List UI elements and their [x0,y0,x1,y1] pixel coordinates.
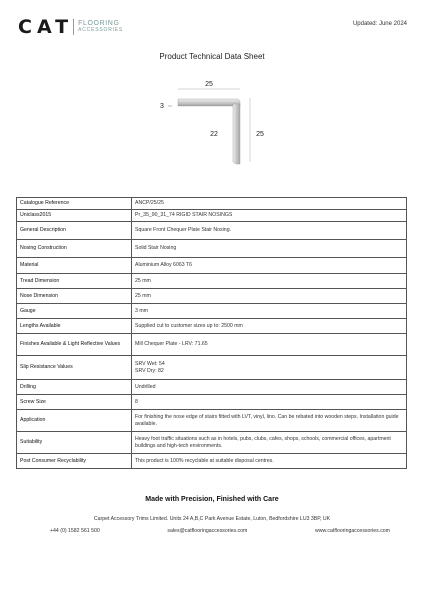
spec-value: Aluminium Alloy 6063 T6 [132,258,407,274]
table-row [17,198,407,210]
spec-value: Mill Chequer Plate - LRV: 71.65 [132,334,407,356]
table-row [17,289,407,304]
dim-thickness-label: 3 [160,103,164,110]
spec-value: Heavy foot traffic situations such as in hotels, pubs, clubs, cafes, shops, schools, commercial offices, apartment buildings and high-tech environments. [132,432,407,454]
profile-diagram [150,76,274,172]
dim-inner-label: 22 [210,131,218,138]
logo-main-text: CAT [18,16,74,38]
table-row [17,210,407,222]
footer-website[interactable]: www.catflooringaccessories.com [315,528,390,534]
logo-divider [73,19,74,35]
updated-date: Updated: June 2024 [352,21,407,27]
spec-value [132,356,407,380]
footer-contacts [50,528,390,534]
footer-phone: +44 (0) 1582 561 500 [50,528,100,534]
logo-sub-line-2: ACCESSORIES [78,27,124,33]
spec-table [16,197,407,469]
spec-value: 8 [132,395,407,410]
spec-label: Suitability [17,432,132,454]
spec-value: Undrilled [132,380,407,395]
spec-label: Lengths Available [17,319,132,334]
footer-email[interactable]: sales@catflooringaccessories.com [167,528,248,534]
spec-label: Slip Resistance Values [17,356,132,380]
spec-value: Square Front Chequer Plate Stair Nosing. [132,222,407,240]
spec-value: This product is 100% recyclable at suitable disposal centres. [132,454,407,469]
table-row [17,304,407,319]
table-row [17,240,407,258]
table-row [17,222,407,240]
document-title: Product Technical Data Sheet [159,52,265,61]
spec-label: Uniclass2015 [17,210,132,222]
spec-value: Pr_35_90_31_74 RIGID STAIR NOSINGS [132,210,407,222]
spec-label: Gauge [17,304,132,319]
logo-subtitle [78,20,123,34]
spec-label: Post Consumer Recyclability [17,454,132,469]
spec-label: Application [17,410,132,432]
spec-label: Catalogue Reference [17,198,132,210]
spec-label: Nosing Construction [17,240,132,258]
table-row [17,334,407,356]
table-row [17,319,407,334]
table-row [17,432,407,454]
table-row [17,454,407,469]
table-row [17,274,407,289]
spec-value: Supplied cut to customer sizes up to: 2500 mm [132,319,407,334]
spec-label: Nose Dimension [17,289,132,304]
table-row [17,410,407,432]
spec-label: Screw Size [17,395,132,410]
spec-value: ANCP/25/25 [132,198,407,210]
spec-value: For finishing the nose edge of stairs fitted with LVT, vinyl, lino. Can be rebated into wooden steps. Installation guide available. [132,410,407,432]
srv-dry: SRV Dry: 82 [135,367,164,374]
company-logo [18,16,123,38]
footer-tagline: Made with Precision, Finished with Care [145,496,279,503]
logo-sub-line-1: FLOORING [78,20,120,27]
spec-value: Solid Stair Nosing [132,240,407,258]
srv-wet: SRV Wet: 54 [135,360,165,367]
spec-label: General Description [17,222,132,240]
table-row [17,380,407,395]
spec-value: 25 mm [132,274,407,289]
spec-label: Drilling [17,380,132,395]
spec-label: Tread Dimension [17,274,132,289]
nose-leg [233,104,240,164]
table-row [17,395,407,410]
dim-outer-label: 25 [256,131,264,138]
table-row [17,356,407,380]
spec-label: Material [17,258,132,274]
table-row [17,258,407,274]
dim-top-label: 25 [205,81,213,88]
footer-address: Carpet Accessory Trims Limited. Units 24 A,B,C Park Avenue Estate, Luton, Bedfordshire LU3 3BP, UK [93,516,331,522]
spec-label: Finishes Available & Light Reflective Values [17,334,132,356]
spec-value: 3 mm [132,304,407,319]
page-header [0,0,424,50]
tread-leg [178,99,240,106]
spec-value: 25 mm [132,289,407,304]
